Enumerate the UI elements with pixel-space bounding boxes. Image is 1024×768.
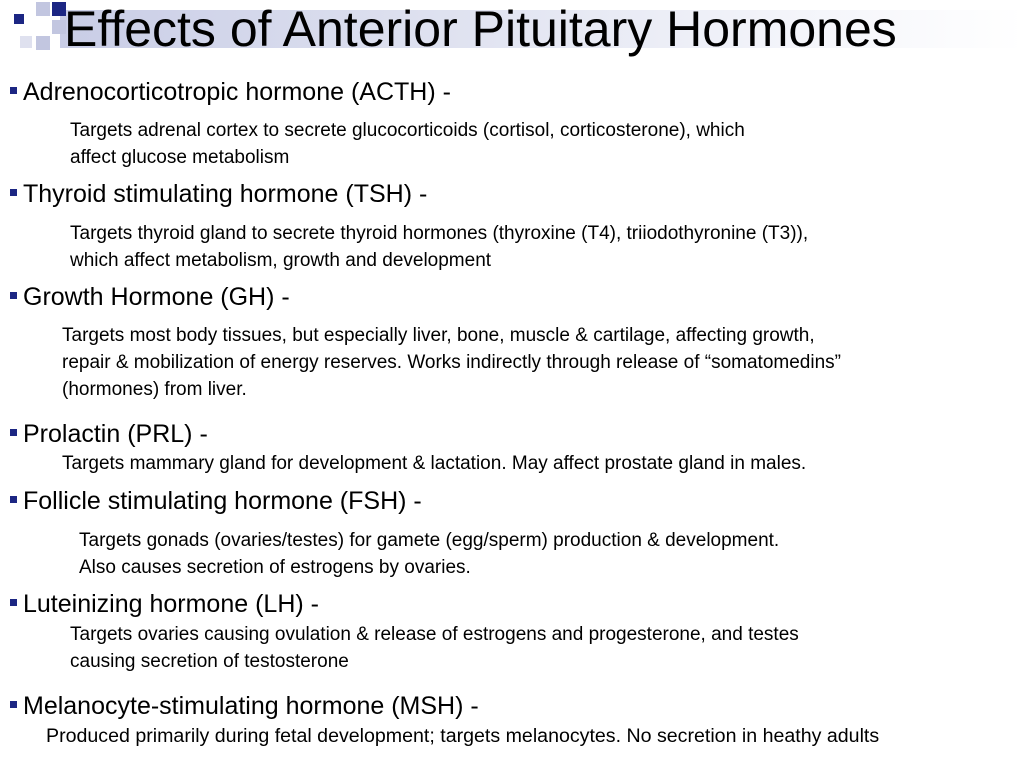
- square-bullet-icon: [10, 429, 17, 436]
- hormone-heading-gh: [10, 282, 290, 312]
- hormone-heading-prl: [10, 419, 208, 449]
- hormone-description-tsh: [70, 220, 808, 274]
- description-line: Produced primarily during fetal development; targets melanocytes. No secretion in heathy adults: [46, 725, 880, 747]
- description-line: (hormones) from liver.: [62, 379, 247, 400]
- description-line: which affect metabolism, growth and development: [70, 250, 492, 271]
- hormone-heading-label: Prolactin (PRL) -: [23, 420, 208, 448]
- description-line: repair & mobilization of energy reserves. Works indirectly through release of “somatomedins”: [62, 352, 841, 373]
- description-line: affect glucose metabolism: [70, 147, 290, 168]
- square-bullet-icon: [10, 292, 17, 299]
- hormone-heading-label: Adrenocorticotropic hormone (ACTH) -: [23, 78, 451, 106]
- hormone-heading-acth: [10, 77, 451, 107]
- square-bullet-icon: [10, 599, 17, 606]
- hormone-heading-fsh: [10, 486, 422, 516]
- hormone-description-lh: [70, 621, 799, 675]
- square-bullet-icon: [10, 701, 17, 708]
- hormone-heading-lh: [10, 589, 319, 619]
- hormone-description-gh: [62, 322, 841, 403]
- slide-title: Effects of Anterior Pituitary Hormones: [64, 1, 897, 57]
- hormone-description-msh: [46, 723, 879, 750]
- decorative-square: [14, 14, 24, 24]
- description-line: Targets thyroid gland to secrete thyroid hormones (thyroxine (T4), triiodothyronine (T3)),: [70, 223, 809, 244]
- decorative-square: [36, 36, 50, 50]
- hormone-heading-label: Thyroid stimulating hormone (TSH) -: [23, 180, 428, 208]
- hormone-description-fsh: [79, 527, 779, 581]
- hormone-heading-label: Follicle stimulating hormone (FSH) -: [23, 487, 422, 515]
- description-line: Targets mammary gland for development & lactation. May affect prostate gland in males.: [62, 453, 807, 474]
- description-line: Targets gonads (ovaries/testes) for gamete (egg/sperm) production & development.: [79, 530, 780, 551]
- decorative-square: [20, 36, 32, 48]
- hormone-heading-msh: [10, 691, 479, 721]
- description-line: Targets ovaries causing ovulation & release of estrogens and progesterone, and testes: [70, 624, 799, 645]
- hormone-description-acth: [70, 117, 745, 171]
- description-line: causing secretion of testosterone: [70, 651, 349, 672]
- description-line: Also causes secretion of estrogens by ovaries.: [79, 557, 471, 578]
- hormone-heading-label: Luteinizing hormone (LH) -: [23, 590, 319, 618]
- hormone-heading-label: Growth Hormone (GH) -: [23, 283, 290, 311]
- hormone-heading-tsh: [10, 179, 427, 209]
- square-bullet-icon: [10, 496, 17, 503]
- description-line: Targets most body tissues, but especially liver, bone, muscle & cartilage, affecting growth,: [62, 325, 815, 346]
- decorative-square: [36, 2, 50, 16]
- hormone-description-prl: [62, 450, 806, 477]
- hormone-heading-label: Melanocyte-stimulating hormone (MSH) -: [23, 692, 479, 720]
- square-bullet-icon: [10, 189, 17, 196]
- description-line: Targets adrenal cortex to secrete glucocorticoids (cortisol, corticosterone), which: [70, 120, 745, 141]
- square-bullet-icon: [10, 87, 17, 94]
